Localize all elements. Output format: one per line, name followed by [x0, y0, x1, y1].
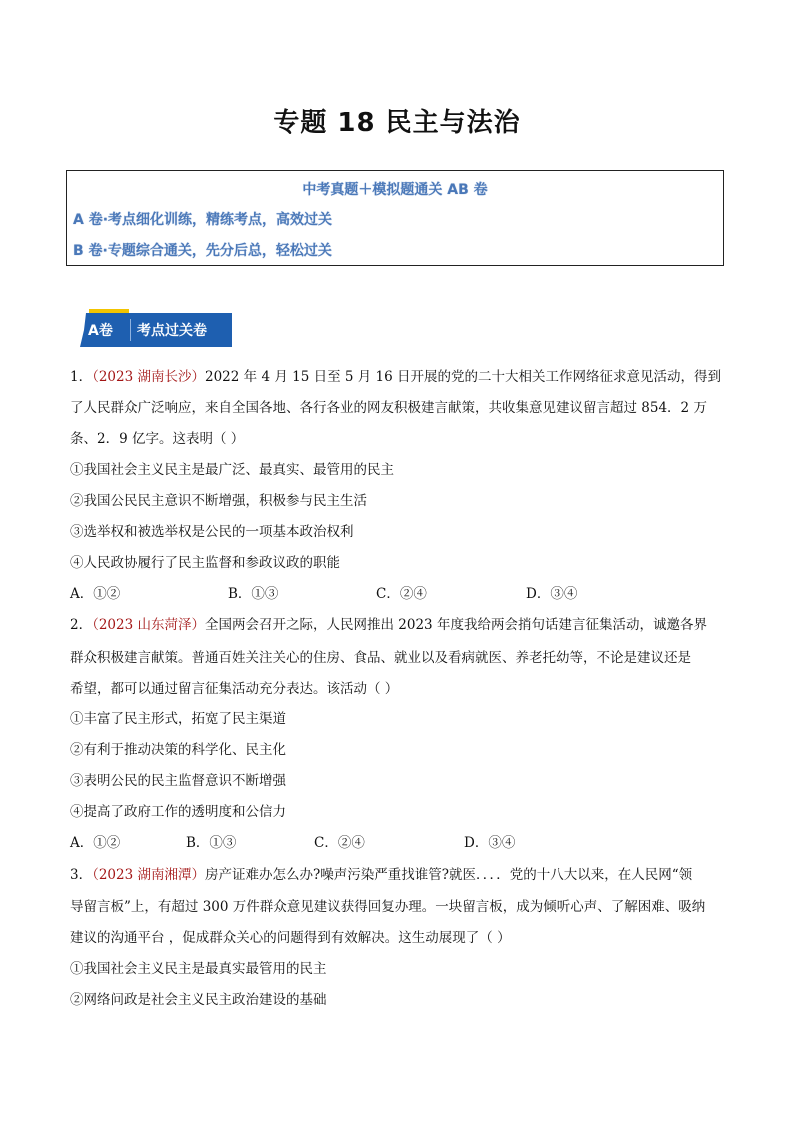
banner-tag: A卷 — [88, 323, 113, 339]
question-2-text-1: 全国两会召开之际，人民网推出 2023 年度我给两会捎句话建言征集活动，诚邀各界 — [205, 617, 707, 633]
question-1-source: （2023 湖南长沙） — [92, 369, 205, 385]
question-2-statement-3: ③表明公民的民主监督意识不断增强 — [70, 773, 286, 789]
question-2-option-c: C．②④ — [314, 835, 365, 851]
question-1-number: 1． — [70, 369, 93, 385]
question-2-option-d: D．③④ — [464, 835, 516, 851]
info-box-line-a: A 卷·考点细化训练，精练考点，高效过关 — [73, 212, 333, 228]
question-2-line-3: 希望，都可以通过留言征集活动充分表达。该活动（ ） — [70, 681, 399, 697]
question-1-options — [70, 584, 670, 604]
question-1-line-1 — [70, 367, 721, 387]
question-1-statement-3: ③选举权和被选举权是公民的一项基本政治权利 — [70, 524, 354, 540]
question-1-statement-1: ①我国社会主义民主是最广泛、最真实、最管用的民主 — [70, 462, 394, 478]
question-1-statement-2: ②我国公民民主意识不断增强，积极参与民主生活 — [70, 493, 367, 509]
question-1-option-d: D．③④ — [526, 586, 578, 602]
info-box — [66, 170, 724, 266]
info-box-heading: 中考真题＋模拟题通关 AB 卷 — [302, 182, 488, 198]
section-banner — [80, 309, 240, 349]
question-3-number: 3． — [70, 867, 93, 883]
question-3-source: （2023 湖南湘潭） — [92, 867, 205, 883]
question-3-statement-1: ①我国社会主义民主是最真实最管用的民主 — [70, 961, 327, 977]
question-2-number: 2． — [70, 617, 93, 633]
page-title: 专题 18 民主与法治 — [273, 108, 521, 138]
question-2-line-1 — [70, 615, 707, 635]
question-2-statement-4: ④提高了政府工作的透明度和公信力 — [70, 804, 286, 820]
question-1-statement-4: ④人民政协履行了民主监督和参政议政的职能 — [70, 555, 340, 571]
question-3-line-1 — [70, 865, 692, 885]
question-1-line-3: 条、2．9 亿字。这表明（ ） — [70, 431, 245, 447]
question-2-source: （2023 山东菏泽） — [92, 617, 205, 633]
question-3-text-1: 房产证难办怎么办?噪声污染严重找谁管?就医．．．．党的十八大以来，在人民网“领 — [205, 867, 693, 883]
banner-divider — [130, 319, 131, 341]
question-3-statement-2: ②网络问政是社会主义民主政治建设的基础 — [70, 992, 327, 1008]
question-2-options — [70, 833, 670, 853]
question-2-option-a: A．①② — [70, 835, 121, 851]
question-2-statement-2: ②有利于推动决策的科学化、民主化 — [70, 742, 286, 758]
question-1-option-b: B．①③ — [228, 586, 279, 602]
question-3-line-2: 导留言板”上，有超过 300 万件群众意见建议获得回复办理。一块留言板，成为倾听心声、了解困难、吸纳 — [70, 899, 706, 915]
question-1-option-c: C．②④ — [376, 586, 427, 602]
question-2-line-2: 群众积极建言献策。普通百姓关注关心的住房、食品、就业以及看病就医、养老托幼等，不论是建议还是 — [70, 650, 691, 666]
info-box-line-b: B 卷·专题综合通关，先分后总，轻松过关 — [73, 243, 332, 259]
question-2-option-b: B．①③ — [186, 835, 237, 851]
banner-title: 考点过关卷 — [137, 323, 207, 339]
question-2-statement-1: ①丰富了民主形式，拓宽了民主渠道 — [70, 711, 286, 727]
question-1-text-1: 2022 年 4 月 15 日至 5 月 16 日开展的党的二十大相关工作网络征求意见活动，得到 — [205, 369, 722, 385]
question-1-line-2: 了人民群众广泛响应，来自全国各地、各行各业的网友积极建言献策，共收集意见建议留言超过 854．2 万 — [70, 400, 707, 416]
question-3-line-3: 建议的沟通平台 ，促成群众关心的问题得到有效解决。这生动展现了（ ） — [70, 930, 511, 946]
question-1-option-a: A．①② — [70, 586, 121, 602]
